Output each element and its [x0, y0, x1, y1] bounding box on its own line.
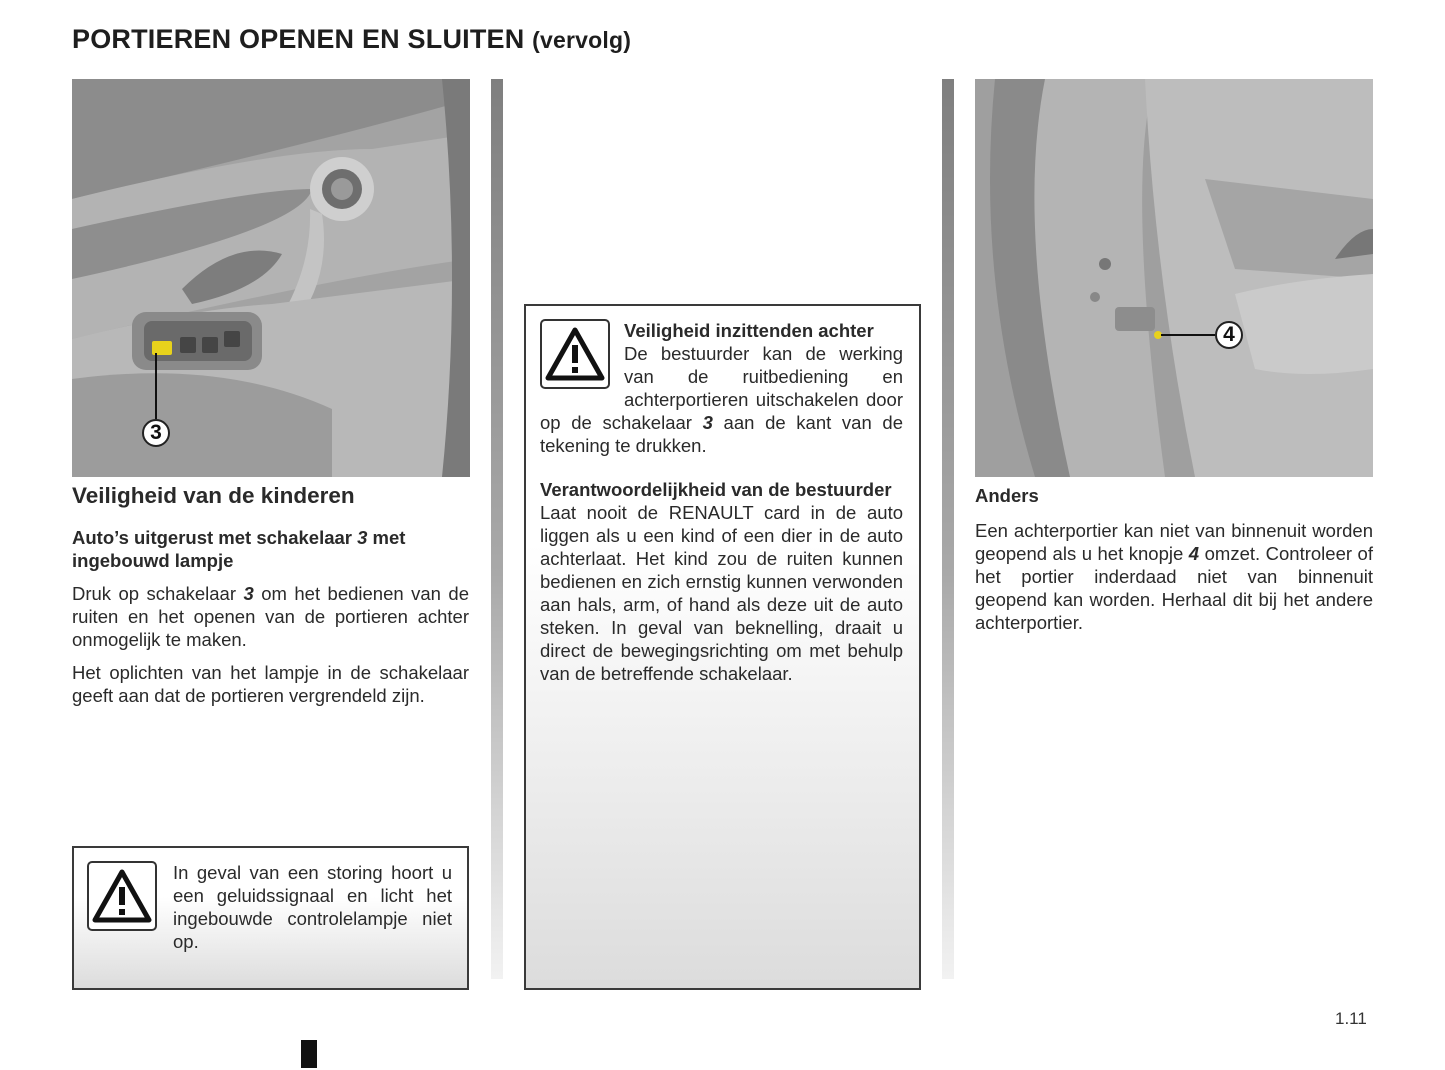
subheading-switch: Auto’s uitgerust met schakelaar 3 met ingebouwd lampje	[72, 527, 406, 571]
paragraph-child-lock: Een achterportier kan niet van binnenuit worden geopend als u het knopje 4 omzet. Controleer of het portier inderdaad niet van binnenuit geopend kan worden. Herhaal dit bij het andere achterportier.	[975, 520, 1373, 633]
child-lock-photo	[975, 79, 1373, 477]
page-title-suffix: (vervolg)	[532, 27, 632, 53]
door-switch-photo	[72, 79, 470, 477]
paragraph-press-switch: Druk op schakelaar 3 om het bedienen van de ruiten en het openen van de portieren achter onmogelijk te maken.	[72, 583, 469, 650]
right-text-column	[975, 484, 1373, 644]
callout-4: 4	[1215, 321, 1243, 349]
warning-malfunction-text: In geval van een storing hoort u een geluidssignaal en licht het ingebouwde controlelampje niet op.	[173, 862, 452, 952]
door-switch-illustration	[72, 79, 470, 477]
warning-driver-title: Verantwoordelijkheid van de bestuurder	[540, 479, 892, 500]
column-divider-right	[942, 79, 954, 979]
warning-box-malfunction	[72, 846, 469, 990]
warning-rear-safety-title: Veiligheid inzittenden achter	[624, 320, 874, 341]
page-number: 1.11	[1335, 1009, 1367, 1028]
child-lock-illustration	[975, 79, 1373, 477]
warning-triangle-icon	[87, 861, 157, 931]
warning-rear-safety-body: De bestuurder kan de werking van de ruitbediening en achterportieren uitschakelen door op de schakelaar 3 aan de kant van de tekening te drukken.	[540, 343, 903, 456]
page-edge-marker	[301, 1040, 317, 1068]
warning-triangle-icon	[540, 319, 610, 389]
column-divider-left	[491, 79, 503, 979]
section-heading-child-safety: Veiligheid van de kinderen	[72, 483, 355, 508]
page-title-main: PORTIEREN OPENEN EN SLUITEN	[72, 24, 525, 54]
paragraph-lamp: Het oplichten van het lampje in de schakelaar geeft aan dat de portieren vergrendeld zijn.	[72, 662, 469, 706]
callout-3: 3	[142, 419, 170, 447]
left-text-column	[72, 484, 469, 717]
section-heading-other: Anders	[975, 485, 1039, 506]
warning-driver-body: Laat nooit de RENAULT card in de auto liggen als u een kind of een dier in de auto achterlaat. Het kind zou de ruiten kunnen bedienen en zich ernstig kunnen verwonden aan hals, arm, of hand als deze uit de auto steken. In geval van beknelling, draait u direct de bewegingsrichting om met behulp van de betreffende schakelaar.	[540, 502, 903, 684]
warning-box-rear-safety	[524, 304, 921, 990]
page-title	[72, 24, 631, 55]
